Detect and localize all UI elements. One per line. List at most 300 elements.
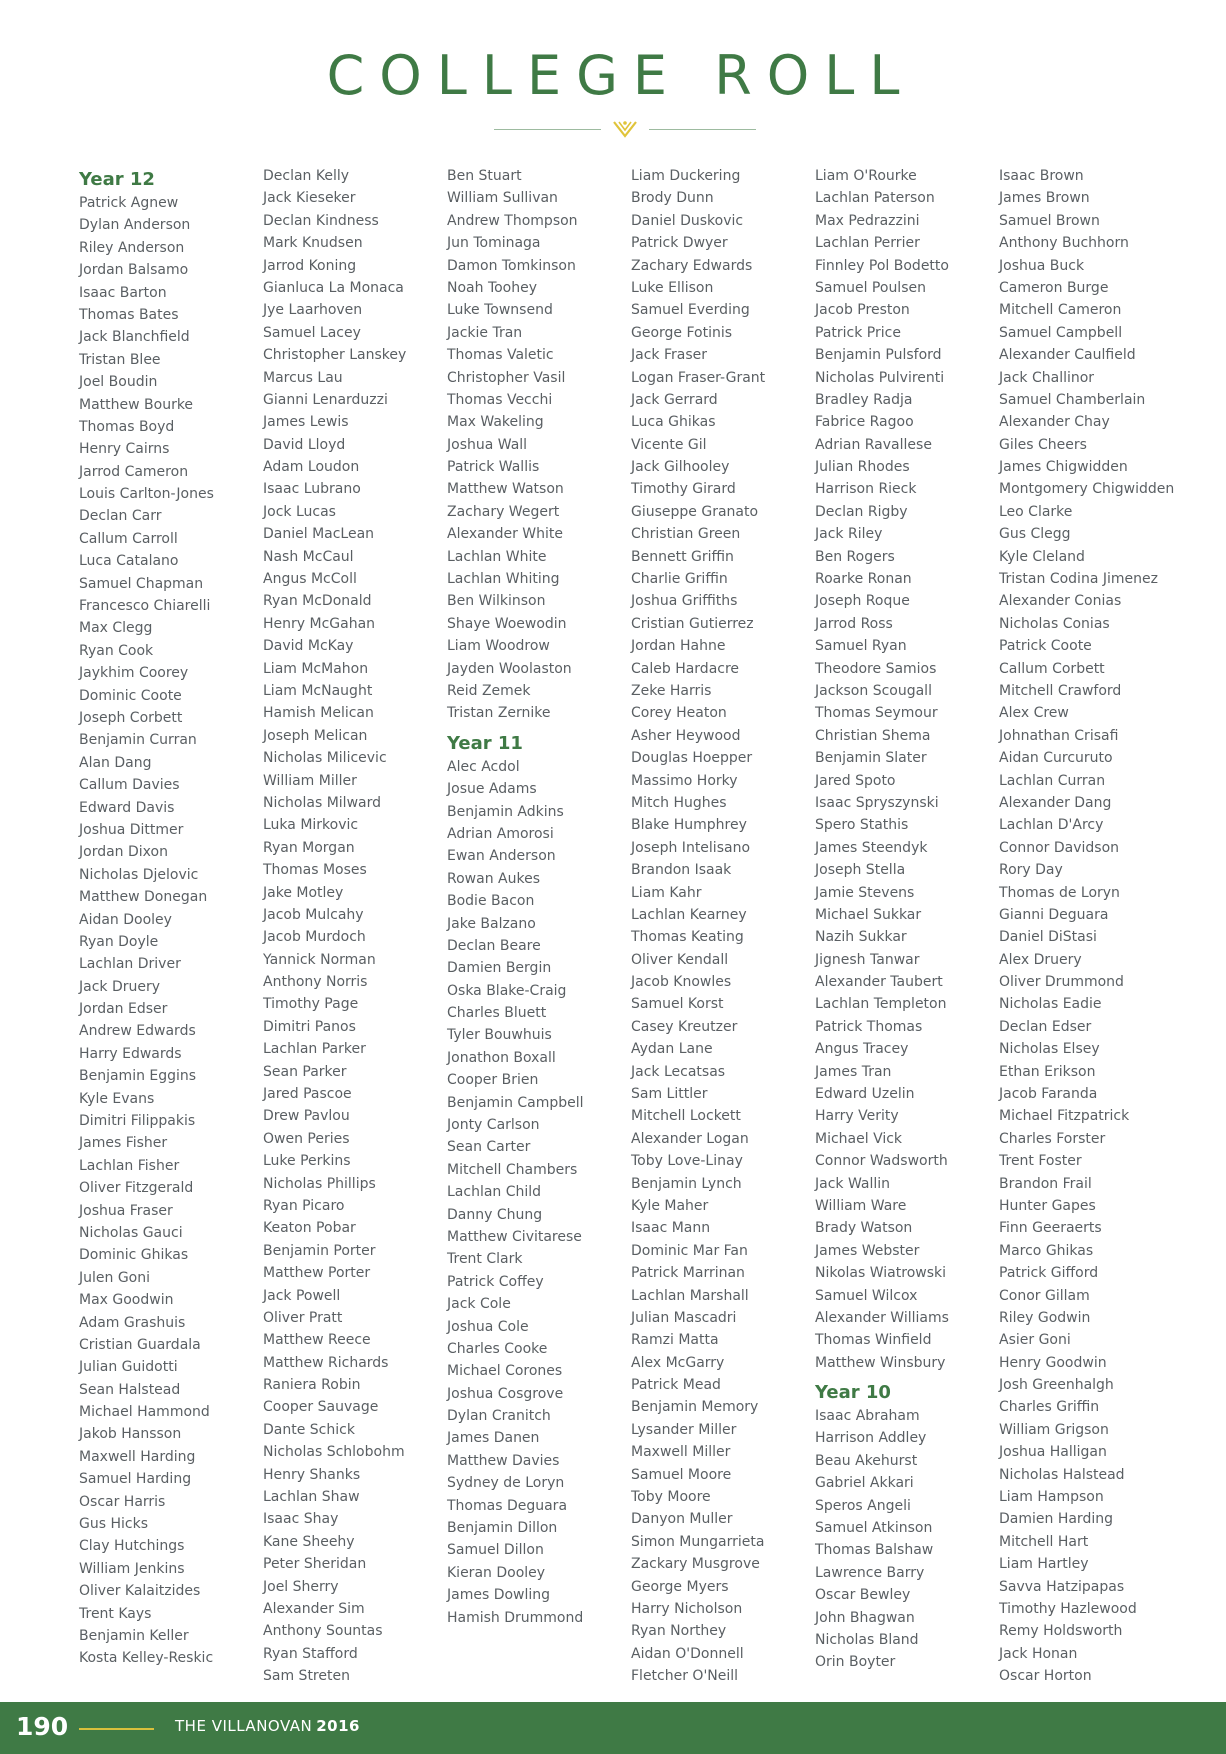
student-name: Giles Cheers <box>999 436 1087 453</box>
student-name: Andrew Thompson <box>447 212 578 229</box>
student-name: Joshua Halligan <box>999 1444 1107 1461</box>
student-name: Jack Riley <box>815 526 883 543</box>
student-name: Shaye Woewodin <box>447 615 567 632</box>
year-heading: Year 11 <box>447 732 523 754</box>
student-name: Alexander Caulfield <box>999 347 1136 364</box>
student-name: Jordan Edser <box>79 1001 168 1018</box>
student-name: Matthew Porter <box>263 1265 371 1282</box>
student-name: Lachlan Whiting <box>447 571 560 588</box>
student-name: Alex Druery <box>999 951 1082 968</box>
student-name: Ryan Cook <box>79 642 154 659</box>
student-name: Charles Griffin <box>999 1399 1100 1416</box>
student-name: Cristian Guardala <box>79 1336 201 1353</box>
student-name: Matthew Donegan <box>79 889 208 906</box>
student-name: Max Goodwin <box>79 1292 174 1309</box>
student-name: Adrian Amorosi <box>447 825 554 842</box>
student-name: Connor Davidson <box>999 839 1120 856</box>
student-name: Dimitri Filippakis <box>79 1113 196 1130</box>
student-name: Nikolas Wiatrowski <box>815 1265 946 1282</box>
student-name: Oscar Horton <box>999 1668 1092 1685</box>
student-name: Sam Littler <box>631 1086 708 1103</box>
student-name: Declan Edser <box>999 1018 1092 1035</box>
student-name: Henry McGahan <box>263 615 376 632</box>
student-name: Mitchell Lockett <box>631 1108 741 1125</box>
student-name: Alan Dang <box>79 754 152 771</box>
student-name: Jared Spoto <box>815 772 896 789</box>
student-name: Jack Cole <box>447 1296 511 1313</box>
student-name: Alexander Chay <box>999 414 1110 431</box>
student-name: Oscar Bewley <box>815 1587 911 1604</box>
student-name: Matthew Bourke <box>79 396 194 413</box>
student-name: Simon Mungarrieta <box>631 1533 765 1550</box>
student-name: Corey Heaton <box>631 705 727 722</box>
page-footer <box>0 1702 1226 1754</box>
student-name: Theodore Samios <box>815 660 937 677</box>
student-name: Benjamin Slater <box>815 750 927 767</box>
student-name: Oska Blake-Craig <box>447 982 567 999</box>
student-name: Harry Verity <box>815 1108 899 1125</box>
student-name: James Steendyk <box>815 839 928 856</box>
student-name: Callum Carroll <box>79 530 178 547</box>
student-name: Ryan Morgan <box>263 839 355 856</box>
student-name: Joshua Wall <box>447 436 528 453</box>
student-name: Lawrence Barry <box>815 1564 925 1581</box>
student-name: Toby Moore <box>631 1489 711 1506</box>
student-name: Spero Stathis <box>815 817 909 834</box>
student-name: Lachlan Parker <box>263 1041 366 1058</box>
student-name: Patrick Coffey <box>447 1273 544 1290</box>
student-name: Joseph Stella <box>815 862 906 879</box>
student-name: Julian Rhodes <box>815 459 910 476</box>
student-name: Bradley Radja <box>815 391 913 408</box>
student-name: Matthew Winsbury <box>815 1354 946 1371</box>
student-name: Francesco Chiarelli <box>79 598 211 615</box>
student-name: Lachlan Child <box>447 1184 542 1201</box>
student-name: Samuel Moore <box>631 1466 732 1483</box>
student-name: Jordan Balsamo <box>79 262 189 279</box>
student-name: Maxwell Miller <box>631 1444 731 1461</box>
student-name: Matthew Davies <box>447 1452 560 1469</box>
student-name: Oliver Fitzgerald <box>79 1180 194 1197</box>
student-name: Michael Sukkar <box>815 906 922 923</box>
student-name: Samuel Lacey <box>263 324 361 341</box>
student-name: Dylan Cranitch <box>447 1408 551 1425</box>
student-name: Jonty Carlson <box>447 1117 540 1134</box>
student-name: Liam Hartley <box>999 1556 1089 1573</box>
student-name: Thomas Moses <box>263 862 367 879</box>
student-name: Max Pedrazzini <box>815 212 920 229</box>
student-name: Samuel Everding <box>631 302 750 319</box>
student-name: Reid Zemek <box>447 682 531 699</box>
student-name: Daniel DiStasi <box>999 929 1097 946</box>
student-name: Ramzi Matta <box>631 1332 719 1349</box>
student-name: Charlie Griffin <box>631 571 728 588</box>
roll-column <box>999 165 1179 1688</box>
student-name: Julian Guidotti <box>79 1359 178 1376</box>
student-name: Dominic Ghikas <box>79 1247 189 1264</box>
student-name: Adam Grashuis <box>79 1314 186 1331</box>
student-name: Adam Loudon <box>263 459 360 476</box>
student-name: Leo Clarke <box>999 503 1073 520</box>
student-name: Lachlan Perrier <box>815 235 920 252</box>
student-name: Michael Corones <box>447 1363 563 1380</box>
student-name: Isaac Shay <box>263 1511 339 1528</box>
student-name: Tristan Codina Jimenez <box>999 571 1158 588</box>
student-name: Alexander Sim <box>263 1601 365 1617</box>
student-name: Jake Balzano <box>447 915 536 932</box>
student-name: James Chigwidden <box>999 459 1128 476</box>
student-name: Declan Rigby <box>815 503 908 520</box>
student-name: Damon Tomkinson <box>447 257 576 274</box>
student-name: Aydan Lane <box>631 1041 713 1058</box>
student-name: Alexander Conias <box>999 593 1122 610</box>
student-name: Daniel Duskovic <box>631 212 744 229</box>
student-name: Gianni Deguara <box>999 906 1109 923</box>
student-name: Lachlan Curran <box>999 772 1106 789</box>
roll-column <box>263 165 443 1688</box>
student-name: Kyle Maher <box>631 1197 709 1214</box>
student-name: Fletcher O'Neill <box>631 1668 739 1685</box>
student-name: Louis Carlton-Jones <box>79 486 214 503</box>
student-name: Alec Acdol <box>447 758 520 775</box>
student-name: Jye Laarhoven <box>263 302 363 319</box>
student-name: Declan Carr <box>79 508 162 525</box>
student-name: Oliver Pratt <box>263 1309 343 1326</box>
student-name: Zeke Harris <box>631 682 712 699</box>
student-name: Benjamin Campbell <box>447 1094 584 1111</box>
student-name: Danyon Muller <box>631 1511 733 1528</box>
student-name: Benjamin Lynch <box>631 1175 742 1192</box>
student-name: Christopher Lanskey <box>263 347 407 364</box>
student-name: Liam Hampson <box>999 1489 1104 1506</box>
student-name: Jacob Mulcahy <box>263 906 364 923</box>
student-name: Michael Vick <box>815 1130 903 1147</box>
student-name: Alexander Taubert <box>815 974 943 991</box>
student-name: Luke Ellison <box>631 279 714 296</box>
student-name: Isaac Abraham <box>815 1408 920 1425</box>
student-name: Jack Wallin <box>815 1175 891 1192</box>
student-name: Michael Fitzpatrick <box>999 1108 1130 1125</box>
student-name: Raniera Robin <box>263 1377 361 1394</box>
student-name: Jack Fraser <box>631 347 707 364</box>
student-name: Jakob Hansson <box>79 1426 182 1443</box>
student-name: Hamish Melican <box>263 705 374 722</box>
student-name: Aidan Curcuruto <box>999 750 1113 767</box>
student-name: Dominic Mar Fan <box>631 1242 748 1259</box>
student-name: Brandon Frail <box>999 1175 1092 1192</box>
student-name: Samuel Korst <box>631 996 724 1013</box>
student-name: Patrick Marrinan <box>631 1265 745 1282</box>
student-name: Blake Humphrey <box>631 817 747 834</box>
student-name: Luka Mirkovic <box>263 817 359 834</box>
student-name: Patrick Mead <box>631 1377 721 1394</box>
student-name: Isaac Brown <box>999 168 1084 184</box>
student-name: Lysander Miller <box>631 1421 737 1438</box>
student-name: Zackary Musgrove <box>631 1556 760 1573</box>
student-name: Marco Ghikas <box>999 1242 1094 1259</box>
student-name: Thomas Balshaw <box>815 1542 934 1559</box>
student-name: Thomas Boyd <box>79 418 175 435</box>
student-name: William Jenkins <box>79 1560 185 1577</box>
student-name: Anthony Sountas <box>263 1623 383 1640</box>
student-name: Liam Duckering <box>631 168 741 184</box>
student-name: Thomas Vecchi <box>447 391 553 408</box>
student-name: Nicholas Gauci <box>79 1224 183 1241</box>
student-name: Harry Edwards <box>79 1045 182 1062</box>
student-name: Cooper Brien <box>447 1072 539 1089</box>
student-name: Henry Goodwin <box>999 1354 1107 1371</box>
student-name: Henry Shanks <box>263 1466 361 1483</box>
student-name: Giuseppe Granato <box>631 503 759 520</box>
student-name: Adrian Ravallese <box>815 436 932 453</box>
student-name: Lachlan Paterson <box>815 190 935 207</box>
student-name: Lachlan Driver <box>79 956 181 973</box>
footer-rule <box>79 1728 154 1730</box>
student-name: Nicholas Schlobohm <box>263 1444 405 1461</box>
student-name: Joseph Corbett <box>79 709 183 726</box>
student-name: Joel Boudin <box>79 374 158 391</box>
student-name: Riley Anderson <box>79 239 185 256</box>
student-name: Jaykhim Coorey <box>79 665 189 682</box>
student-name: Joseph Melican <box>263 727 368 744</box>
student-name: Ben Stuart <box>447 168 522 184</box>
roll-column <box>631 165 811 1688</box>
student-name: Isaac Spryszynski <box>815 794 939 811</box>
student-name: Samuel Poulsen <box>815 279 926 296</box>
student-name: Trent Kays <box>79 1605 152 1622</box>
student-name: Jack Druery <box>79 978 161 995</box>
student-name: Edward Uzelin <box>815 1086 915 1103</box>
student-name: Charles Bluett <box>447 1005 547 1022</box>
student-name: Joseph Roque <box>815 593 910 610</box>
roll-column <box>815 165 995 1674</box>
student-name: Nicholas Milicevic <box>263 750 387 767</box>
student-name: Benjamin Memory <box>631 1399 759 1416</box>
student-name: Benjamin Pulsford <box>815 347 942 364</box>
student-name: George Fotinis <box>631 324 733 341</box>
student-name: Zachary Wegert <box>447 503 560 520</box>
student-name: Ethan Erikson <box>999 1063 1096 1080</box>
student-name: Callum Corbett <box>999 660 1105 677</box>
student-name: Mark Knudsen <box>263 235 363 252</box>
student-name: James Fisher <box>79 1135 168 1152</box>
student-name: Speros Angeli <box>815 1497 911 1514</box>
student-name: Jack Gilhooley <box>631 459 730 476</box>
student-name: Ryan Doyle <box>79 933 159 950</box>
student-name: James Dowling <box>447 1587 551 1604</box>
student-name: Luke Perkins <box>263 1153 351 1170</box>
student-name: Josue Adams <box>447 781 537 798</box>
student-name: Charles Cooke <box>447 1340 548 1357</box>
student-name: Connor Wadsworth <box>815 1153 948 1170</box>
student-name: William Grigson <box>999 1421 1109 1438</box>
student-name: Gianni Lenarduzzi <box>263 391 388 408</box>
student-name: Samuel Harding <box>79 1471 192 1488</box>
student-name: Jacob Knowles <box>631 974 732 991</box>
page-number: 190 <box>16 1712 69 1741</box>
student-name: Liam McNaught <box>263 682 373 699</box>
student-name: Declan Kelly <box>263 168 350 184</box>
student-name: Sydney de Loryn <box>447 1475 565 1492</box>
student-name: James Brown <box>999 190 1090 207</box>
student-name: Alexander White <box>447 526 563 543</box>
student-name: Rory Day <box>999 862 1063 879</box>
student-name: Asier Goni <box>999 1332 1071 1349</box>
student-name: Thomas Keating <box>631 929 744 946</box>
student-name: Lachlan Kearney <box>631 906 747 923</box>
student-name: Samuel Ryan <box>815 638 907 655</box>
student-name: Marcus Lau <box>263 369 343 386</box>
student-name: Oliver Drummond <box>999 974 1124 991</box>
student-name: Harrison Addley <box>815 1430 927 1447</box>
student-name: Mitchell Cameron <box>999 302 1122 319</box>
student-name: Samuel Wilcox <box>815 1287 918 1304</box>
student-name: Matthew Watson <box>447 481 564 498</box>
student-name: Thomas Seymour <box>815 705 938 722</box>
student-name: Kane Sheehy <box>263 1533 355 1550</box>
student-name: Cristian Gutierrez <box>631 615 754 632</box>
student-name: Dante Schick <box>263 1421 355 1438</box>
student-name: Timothy Hazlewood <box>999 1601 1137 1617</box>
student-name: Johnathan Crisafi <box>999 727 1119 744</box>
student-name: Luca Catalano <box>79 553 179 570</box>
student-name: Liam O'Rourke <box>815 168 917 184</box>
student-name: Alex McGarry <box>631 1354 725 1371</box>
student-name: Dominic Coote <box>79 687 182 704</box>
student-name: Jacob Preston <box>815 302 910 319</box>
student-name: Bennett Griffin <box>631 548 734 565</box>
student-name: Yannick Norman <box>263 951 376 968</box>
student-name: Tyler Bouwhuis <box>447 1027 552 1044</box>
student-name: Logan Fraser-Grant <box>631 369 766 386</box>
student-name: Henry Cairns <box>79 441 170 458</box>
student-name: Gabriel Akkari <box>815 1475 914 1492</box>
student-name: Jacob Murdoch <box>263 929 366 946</box>
villanova-crest-icon <box>612 119 638 139</box>
student-name: Kieran Dooley <box>447 1564 546 1581</box>
student-name: Jacob Faranda <box>999 1086 1098 1103</box>
student-name: Anthony Buchhorn <box>999 235 1129 252</box>
student-name: Savva Hatzipapas <box>999 1578 1125 1595</box>
student-name: Alexander Williams <box>815 1309 949 1326</box>
student-name: Declan Beare <box>447 937 541 954</box>
student-name: Julian Mascadri <box>631 1309 737 1326</box>
student-name: Joseph Intelisano <box>631 839 751 856</box>
student-name: Kosta Kelley-Reskic <box>79 1650 214 1667</box>
student-name: Remy Holdsworth <box>999 1623 1123 1640</box>
student-name: Jun Tominaga <box>447 235 541 252</box>
student-name: Timothy Girard <box>631 481 736 498</box>
student-name: Patrick Agnew <box>79 195 179 211</box>
student-name: Isaac Barton <box>79 284 167 301</box>
student-name: Jordan Hahne <box>631 638 726 655</box>
student-name: Callum Davies <box>79 777 180 794</box>
student-name: Kyle Cleland <box>999 548 1085 565</box>
student-name: Jayden Woolaston <box>447 660 572 677</box>
student-name: Montgomery Chigwidden <box>999 481 1175 498</box>
student-name: Fabrice Ragoo <box>815 414 914 431</box>
student-name: Jack Blanchfield <box>79 329 190 346</box>
student-name: Drew Pavlou <box>263 1108 350 1125</box>
student-name: Jack Challinor <box>999 369 1095 386</box>
student-name: Joshua Fraser <box>79 1202 173 1219</box>
student-name: Jock Lucas <box>263 503 336 520</box>
student-name: Gus Clegg <box>999 526 1071 543</box>
student-name: Joshua Cole <box>447 1318 529 1335</box>
student-name: Liam Woodrow <box>447 638 550 655</box>
roll-column <box>447 165 627 1629</box>
student-name: Roarke Ronan <box>815 571 912 588</box>
student-name: Patrick Price <box>815 324 901 341</box>
publication-year: 2016 <box>316 1717 360 1735</box>
student-name: Jack Gerrard <box>631 391 718 408</box>
student-name: Jamie Stevens <box>815 884 915 901</box>
student-name: Lachlan Templeton <box>815 996 947 1013</box>
student-name: Josh Greenhalgh <box>999 1377 1114 1394</box>
student-name: Christian Green <box>631 526 741 543</box>
student-name: Harrison Rieck <box>815 481 917 498</box>
student-name: Benjamin Eggins <box>79 1068 197 1085</box>
student-name: Cooper Sauvage <box>263 1399 379 1416</box>
student-name: John Bhagwan <box>815 1609 915 1626</box>
student-name: Alex Crew <box>999 705 1069 722</box>
student-name: Finn Geeraerts <box>999 1220 1102 1237</box>
student-name: Riley Godwin <box>999 1309 1091 1326</box>
roll-column <box>79 165 259 1670</box>
student-name: Charles Forster <box>999 1130 1106 1147</box>
student-name: Patrick Dwyer <box>631 235 728 252</box>
student-name: Christian Shema <box>815 727 931 744</box>
student-name: Liam McMahon <box>263 660 369 677</box>
student-name: Samuel Dillon <box>447 1542 544 1559</box>
student-name: Toby Love-Linay <box>631 1153 743 1170</box>
student-name: Christopher Vasil <box>447 369 566 386</box>
student-name: Benjamin Curran <box>79 732 197 749</box>
student-name: Nicholas Djelovic <box>79 866 199 883</box>
student-name: Orin Boyter <box>815 1654 896 1671</box>
student-name: Benjamin Dillon <box>447 1520 558 1537</box>
student-name: David McKay <box>263 638 354 655</box>
student-name: Luca Ghikas <box>631 414 716 431</box>
student-name: Cameron Burge <box>999 279 1109 296</box>
year-heading: Year 10 <box>815 1382 891 1404</box>
student-name: Dylan Anderson <box>79 217 191 234</box>
student-name: Joshua Cosgrove <box>447 1385 564 1402</box>
student-name: Brady Watson <box>815 1220 913 1237</box>
student-name: Liam Kahr <box>631 884 702 901</box>
student-name: Oliver Kalaitzides <box>79 1583 201 1600</box>
student-name: Angus Tracey <box>815 1041 909 1058</box>
student-name: Trent Foster <box>999 1153 1082 1170</box>
student-name: Ewan Anderson <box>447 848 556 865</box>
student-name: Nicholas Halstead <box>999 1466 1125 1483</box>
student-name: Jackson Scougall <box>815 682 932 699</box>
student-name: Bodie Bacon <box>447 893 535 910</box>
student-name: Damien Bergin <box>447 960 552 977</box>
student-name: Joshua Dittmer <box>79 821 184 838</box>
student-name: Matthew Civitarese <box>447 1228 582 1245</box>
student-name: Benjamin Keller <box>79 1628 189 1644</box>
publication-name <box>175 1717 360 1735</box>
student-name: Thomas Winfield <box>815 1332 932 1349</box>
student-name: Keaton Pobar <box>263 1220 356 1237</box>
student-name: Jarrod Ross <box>815 615 893 632</box>
student-name: Mitchell Hart <box>999 1533 1089 1550</box>
student-name: Massimo Horky <box>631 772 738 789</box>
student-name: David Lloyd <box>263 436 346 453</box>
student-name: Ryan McDonald <box>263 593 372 610</box>
student-name: William Ware <box>815 1197 907 1214</box>
